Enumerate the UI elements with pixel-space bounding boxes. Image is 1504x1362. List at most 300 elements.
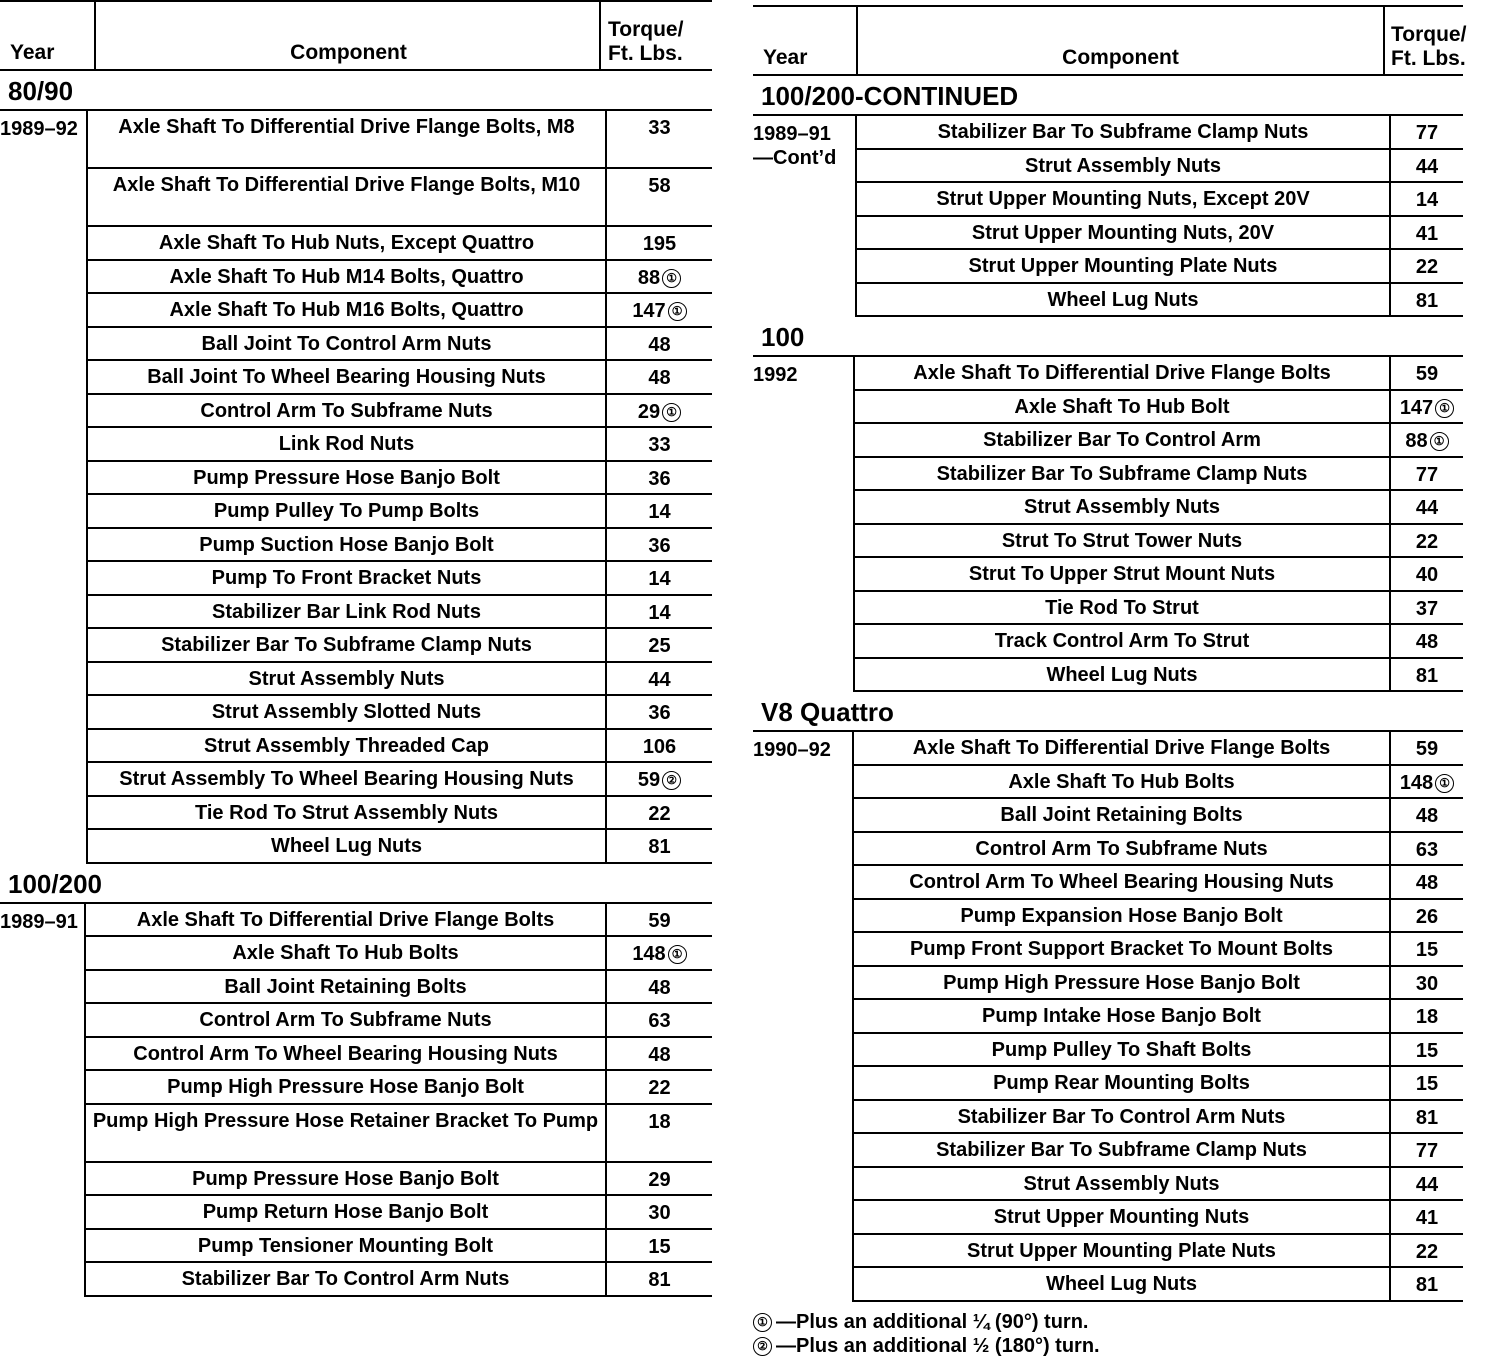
component-cell: Axle Shaft To Hub M16 Bolts, Quattro [88, 294, 607, 326]
torque-cell [1391, 1235, 1463, 1267]
component-cell: Strut To Upper Strut Mount Nuts [855, 558, 1391, 590]
table-row [855, 525, 1463, 559]
component-cell: Strut Assembly Nuts [857, 150, 1391, 182]
torque-cell [607, 1105, 712, 1161]
component-cell: Axle Shaft To Differential Drive Flange Bolts, M8 [88, 111, 607, 167]
table-row [854, 1168, 1463, 1202]
component-cell: Control Arm To Subframe Nuts [854, 833, 1391, 865]
table-row [854, 1067, 1463, 1101]
torque-cell [1391, 558, 1463, 590]
component-cell: Wheel Lug Nuts [855, 659, 1391, 691]
table-row [88, 328, 712, 362]
component-cell: Strut Assembly Nuts [88, 663, 607, 695]
torque-cell [1391, 1101, 1463, 1133]
torque-value: 37 [1415, 597, 1439, 620]
component-cell: Axle Shaft To Hub M14 Bolts, Quattro [88, 261, 607, 293]
component-cell: Ball Joint Retaining Bolts [854, 799, 1391, 831]
footnote-marker-icon: ① [1430, 432, 1449, 451]
torque-value: 147 [632, 300, 666, 322]
component-cell: Pump Intake Hose Banjo Bolt [854, 1000, 1391, 1032]
torque-value: 81 [1415, 664, 1439, 687]
torque-value: 48 [1415, 805, 1439, 827]
section-rows [854, 732, 1463, 1302]
table-row [86, 1004, 712, 1038]
torque-value: 77 [1415, 122, 1439, 144]
torque-value: 44 [648, 668, 671, 691]
table-row [88, 395, 712, 429]
right-table [753, 0, 1467, 1358]
torque-value: 63 [1415, 838, 1439, 861]
table-row [854, 799, 1463, 833]
section-title: 100 [753, 317, 1463, 357]
table-row [854, 900, 1463, 934]
torque-cell [1391, 391, 1463, 423]
torque-cell [1391, 732, 1463, 764]
table-row [88, 663, 712, 697]
torque-value: 18 [648, 1110, 671, 1133]
torque-cell [607, 937, 712, 969]
table-row [86, 904, 712, 938]
torque-cell [607, 763, 712, 795]
torque-cell [607, 529, 712, 561]
torque-cell [1391, 525, 1463, 557]
torque-value: 44 [1415, 1173, 1439, 1196]
table-row [854, 1034, 1463, 1068]
component-cell: Wheel Lug Nuts [854, 1268, 1391, 1300]
table-row [88, 696, 712, 730]
section-body [753, 732, 1463, 1302]
table-row [854, 766, 1463, 800]
torque-value: 15 [648, 1235, 671, 1258]
table-row [86, 1263, 712, 1297]
torque-value: 40 [1415, 564, 1439, 586]
table-row [88, 227, 712, 261]
torque-cell [607, 730, 712, 762]
component-cell: Axle Shaft To Differential Drive Flange Bolts [855, 357, 1391, 389]
footnote-marker-icon: ① [1435, 399, 1454, 418]
component-cell: Stabilizer Bar To Control Arm [855, 424, 1391, 456]
torque-cell [607, 830, 712, 862]
table-row [86, 1105, 712, 1163]
section-rows [88, 111, 712, 864]
torque-cell [1391, 592, 1463, 624]
component-cell: Pump Expansion Hose Banjo Bolt [854, 900, 1391, 932]
component-header: Component [1062, 46, 1179, 69]
table-row [88, 169, 712, 227]
table-row [855, 491, 1463, 525]
table-row [88, 428, 712, 462]
table-row [857, 183, 1463, 217]
torque-cell [1391, 150, 1463, 182]
torque-cell [1391, 357, 1463, 389]
torque-value: 15 [1415, 1073, 1439, 1095]
torque-header [608, 18, 683, 66]
left-table [0, 0, 712, 1297]
torque-header-line1: Torque/ [1391, 23, 1467, 46]
table-row [88, 763, 712, 797]
section-year: 1992 [753, 357, 855, 692]
component-cell: Pump Pressure Hose Banjo Bolt [88, 462, 607, 494]
component-cell: Pump High Pressure Hose Banjo Bolt [86, 1071, 607, 1103]
torque-cell [607, 696, 712, 728]
component-cell: Wheel Lug Nuts [857, 284, 1391, 316]
torque-cell [607, 1163, 712, 1195]
torque-cell [607, 395, 712, 427]
torque-cell [1391, 458, 1463, 490]
torque-cell [1391, 491, 1463, 523]
torque-cell [607, 1004, 712, 1036]
torque-value: 59 [1415, 738, 1439, 760]
section-body [0, 904, 712, 1297]
torque-value: 59 [637, 769, 661, 791]
torque-cell [607, 328, 712, 360]
table-row [86, 1196, 712, 1230]
section-year: 1990–92 [753, 732, 854, 1302]
table-row [855, 424, 1463, 458]
torque-cell [1391, 183, 1463, 215]
torque-value: 14 [648, 601, 671, 624]
table-row [855, 625, 1463, 659]
component-cell: Pump To Front Bracket Nuts [88, 562, 607, 594]
torque-value: 147 [1399, 396, 1434, 419]
section-title: 100/200-CONTINUED [753, 76, 1463, 116]
torque-value: 81 [1415, 289, 1439, 312]
table-row [88, 361, 712, 395]
component-cell: Strut Upper Mounting Nuts [854, 1201, 1391, 1233]
component-cell: Axle Shaft To Differential Drive Flange Bolts [86, 904, 607, 936]
component-cell: Stabilizer Bar To Subframe Clamp Nuts [855, 458, 1391, 490]
torque-cell [1391, 900, 1463, 932]
component-cell: Strut Assembly Nuts [855, 491, 1391, 523]
component-cell: Pump Front Support Bracket To Mount Bolts [854, 933, 1391, 965]
table-row [854, 1134, 1463, 1168]
torque-cell [607, 1230, 712, 1262]
table-row [88, 462, 712, 496]
torque-cell [607, 1196, 712, 1228]
component-cell: Axle Shaft To Hub Bolt [855, 391, 1391, 423]
torque-cell [1391, 217, 1463, 249]
torque-value: 77 [1415, 1140, 1439, 1162]
torque-cell [607, 596, 712, 628]
component-cell: Strut Assembly Nuts [854, 1168, 1391, 1200]
torque-cell [1391, 799, 1463, 831]
component-cell: Stabilizer Bar Link Rod Nuts [88, 596, 607, 628]
torque-value: 88 [1405, 430, 1428, 452]
table-row [854, 1101, 1463, 1135]
torque-value: 29 [648, 1168, 671, 1191]
torque-value: 195 [642, 233, 677, 255]
header-divider [1383, 7, 1385, 74]
year-header: Year [763, 46, 808, 69]
table-row [88, 797, 712, 831]
component-cell: Strut Upper Mounting Plate Nuts [854, 1235, 1391, 1267]
table-row [855, 391, 1463, 425]
torque-cell [1391, 424, 1463, 456]
table-row [854, 1000, 1463, 1034]
torque-value: 81 [1415, 1274, 1439, 1296]
torque-cell [607, 169, 712, 225]
torque-value: 25 [648, 635, 671, 657]
torque-value: 81 [648, 836, 671, 858]
footnote-marker-icon: ① [668, 302, 687, 321]
component-header: Component [290, 41, 407, 64]
torque-cell [607, 904, 712, 936]
component-cell: Strut Assembly Slotted Nuts [88, 696, 607, 728]
torque-value: 36 [648, 467, 671, 490]
torque-value: 48 [1415, 631, 1439, 653]
table-row [857, 284, 1463, 318]
torque-value: 148 [632, 943, 666, 965]
torque-cell [1391, 1201, 1463, 1233]
component-cell: Strut To Strut Tower Nuts [855, 525, 1391, 557]
torque-header-line1: Torque/ [608, 18, 684, 41]
component-cell: Pump Pulley To Pump Bolts [88, 495, 607, 527]
right-sections [753, 76, 1463, 1302]
torque-cell [607, 261, 712, 293]
footnote-text: —Plus an additional ½ (180°) turn. [776, 1334, 1100, 1357]
table-row [88, 562, 712, 596]
left-sections [0, 71, 712, 1297]
component-cell: Axle Shaft To Differential Drive Flange Bolts [854, 732, 1391, 764]
torque-cell [607, 111, 712, 167]
torque-header-line2: Ft. Lbs. [608, 42, 683, 65]
torque-value: 14 [1415, 189, 1439, 211]
table-row [857, 217, 1463, 251]
component-cell: Pump Suction Hose Banjo Bolt [88, 529, 607, 561]
torque-value: 48 [648, 976, 671, 999]
right-table-header [753, 5, 1467, 76]
table-row [88, 596, 712, 630]
section-year: 1989–92 [0, 111, 88, 864]
footnote-marker-icon: ① [1435, 774, 1454, 793]
section-title: 80/90 [0, 71, 712, 111]
torque-value: 88 [637, 266, 661, 289]
torque-value: 14 [648, 568, 671, 590]
torque-cell [607, 227, 712, 259]
footnote-marker-icon: ① [668, 945, 687, 964]
component-cell: Ball Joint Retaining Bolts [86, 971, 607, 1003]
torque-value: 18 [1415, 1006, 1439, 1028]
torque-value: 36 [648, 534, 671, 557]
table-row [855, 659, 1463, 693]
component-cell: Strut Assembly Threaded Cap [88, 730, 607, 762]
section-rows [857, 116, 1463, 317]
torque-cell [607, 797, 712, 829]
component-cell: Stabilizer Bar To Control Arm Nuts [854, 1101, 1391, 1133]
torque-cell [1391, 1268, 1463, 1300]
section-body [753, 116, 1463, 317]
component-cell: Stabilizer Bar To Subframe Clamp Nuts [857, 116, 1391, 148]
table-row [86, 1071, 712, 1105]
component-cell: Axle Shaft To Hub Nuts, Except Quattro [88, 227, 607, 259]
table-row [88, 111, 712, 169]
torque-value: 33 [648, 434, 671, 456]
table-row [86, 1230, 712, 1264]
component-cell: Control Arm To Wheel Bearing Housing Nuts [854, 866, 1391, 898]
section-body [753, 357, 1463, 692]
component-cell: Pump Pulley To Shaft Bolts [854, 1034, 1391, 1066]
torque-cell [1391, 1034, 1463, 1066]
table-row [854, 732, 1463, 766]
component-cell: Ball Joint To Control Arm Nuts [88, 328, 607, 360]
section-year: 1989–91 [0, 904, 86, 1297]
footnote-marker-icon: ① [662, 269, 681, 288]
torque-value: 33 [648, 117, 671, 139]
torque-value: 22 [648, 1077, 671, 1099]
component-cell: Axle Shaft To Hub Bolts [854, 766, 1391, 798]
torque-cell [1391, 967, 1463, 999]
torque-value: 22 [1415, 530, 1439, 553]
torque-value: 59 [648, 909, 671, 932]
torque-value: 36 [648, 702, 671, 724]
torque-value: 26 [1415, 905, 1439, 928]
left-table-header [0, 0, 712, 71]
torque-value: 29 [637, 400, 661, 423]
torque-cell [607, 1071, 712, 1103]
year-header: Year [10, 41, 55, 64]
torque-header-line2: Ft. Lbs. [1391, 47, 1466, 70]
table-row [857, 150, 1463, 184]
torque-cell [1391, 284, 1463, 316]
torque-value: 48 [648, 367, 671, 389]
table-row [857, 116, 1463, 150]
table-row [855, 592, 1463, 626]
component-cell: Pump Return Hose Banjo Bolt [86, 1196, 607, 1228]
torque-cell [1391, 866, 1463, 898]
component-cell: Ball Joint To Wheel Bearing Housing Nuts [88, 361, 607, 393]
torque-cell [607, 361, 712, 393]
torque-cell [607, 462, 712, 494]
component-cell: Strut Upper Mounting Nuts, 20V [857, 217, 1391, 249]
component-cell: Wheel Lug Nuts [88, 830, 607, 862]
table-row [86, 1038, 712, 1072]
torque-value: 30 [648, 1202, 671, 1224]
torque-value: 22 [648, 802, 671, 825]
torque-cell [607, 971, 712, 1003]
torque-cell [607, 428, 712, 460]
torque-value: 30 [1415, 972, 1439, 995]
table-row [854, 833, 1463, 867]
component-cell: Track Control Arm To Strut [855, 625, 1391, 657]
section-rows [86, 904, 712, 1297]
table-row [86, 971, 712, 1005]
torque-cell [607, 1263, 712, 1295]
torque-value: 48 [648, 333, 671, 356]
torque-cell [1391, 1168, 1463, 1200]
footnote-marker-icon: ① [753, 1313, 772, 1332]
footnote-text: —Plus an additional ¼ (90°) turn. [776, 1310, 1089, 1333]
component-cell: Pump High Pressure Hose Banjo Bolt [854, 967, 1391, 999]
section-rows [855, 357, 1463, 692]
torque-value: 106 [642, 735, 677, 758]
torque-value: 41 [1415, 222, 1439, 245]
table-row [854, 967, 1463, 1001]
table-row [88, 294, 712, 328]
component-cell: Pump Tensioner Mounting Bolt [86, 1230, 607, 1262]
torque-header [1391, 23, 1466, 71]
torque-value: 81 [1415, 1106, 1439, 1129]
component-cell: Stabilizer Bar To Subframe Clamp Nuts [88, 629, 607, 661]
torque-value: 41 [1415, 1207, 1439, 1229]
table-row [88, 261, 712, 295]
torque-cell [607, 629, 712, 661]
component-cell: Strut Upper Mounting Nuts, Except 20V [857, 183, 1391, 215]
footnote [753, 1334, 1463, 1358]
footnote [753, 1310, 1463, 1334]
component-cell: Tie Rod To Strut Assembly Nuts [88, 797, 607, 829]
torque-cell [1391, 1134, 1463, 1166]
torque-value: 48 [648, 1043, 671, 1066]
header-divider [599, 2, 601, 69]
torque-value: 77 [1415, 463, 1439, 486]
torque-value: 15 [1415, 1039, 1439, 1062]
table-row [857, 250, 1463, 284]
component-cell: Control Arm To Subframe Nuts [86, 1004, 607, 1036]
component-cell: Stabilizer Bar To Control Arm Nuts [86, 1263, 607, 1295]
torque-value: 63 [648, 1010, 671, 1032]
footnote-marker-icon: ② [753, 1337, 772, 1356]
torque-cell [607, 562, 712, 594]
torque-cell [1391, 1000, 1463, 1032]
component-cell: Control Arm To Subframe Nuts [88, 395, 607, 427]
torque-value: 81 [648, 1269, 671, 1291]
table-row [854, 1268, 1463, 1302]
table-row [88, 730, 712, 764]
torque-value: 14 [648, 501, 671, 523]
component-cell: Pump Rear Mounting Bolts [854, 1067, 1391, 1099]
torque-cell [1391, 933, 1463, 965]
torque-cell [607, 1038, 712, 1070]
section-body [0, 111, 712, 864]
table-row [855, 357, 1463, 391]
section-year: 1989–91 —Cont’d [753, 116, 857, 317]
torque-value: 58 [648, 175, 671, 197]
torque-cell [1391, 116, 1463, 148]
section-title: 100/200 [0, 864, 712, 904]
torque-cell [607, 663, 712, 695]
section-title: V8 Quattro [753, 692, 1463, 732]
component-cell: Pump Pressure Hose Banjo Bolt [86, 1163, 607, 1195]
component-cell: Strut Upper Mounting Plate Nuts [857, 250, 1391, 282]
table-row [88, 830, 712, 864]
component-cell: Pump High Pressure Hose Retainer Bracket To Pump [86, 1105, 607, 1161]
footnote-marker-icon: ① [662, 403, 681, 422]
component-cell: Link Rod Nuts [88, 428, 607, 460]
footnote-marker-icon: ② [662, 771, 681, 790]
table-row [854, 866, 1463, 900]
torque-cell [1391, 625, 1463, 657]
table-row [86, 937, 712, 971]
component-cell: Strut Assembly To Wheel Bearing Housing Nuts [88, 763, 607, 795]
table-row [86, 1163, 712, 1197]
torque-value: 148 [1399, 771, 1434, 794]
torque-cell [1391, 766, 1463, 798]
torque-value: 44 [1415, 155, 1439, 178]
torque-cell [607, 294, 712, 326]
table-row [88, 529, 712, 563]
table-row [88, 495, 712, 529]
table-row [855, 458, 1463, 492]
torque-cell [1391, 833, 1463, 865]
table-row [855, 558, 1463, 592]
torque-value: 48 [1415, 872, 1439, 894]
torque-cell [607, 495, 712, 527]
component-cell: Axle Shaft To Hub Bolts [86, 937, 607, 969]
torque-value: 59 [1415, 363, 1439, 385]
component-cell: Stabilizer Bar To Subframe Clamp Nuts [854, 1134, 1391, 1166]
table-row [854, 933, 1463, 967]
torque-cell [1391, 1067, 1463, 1099]
